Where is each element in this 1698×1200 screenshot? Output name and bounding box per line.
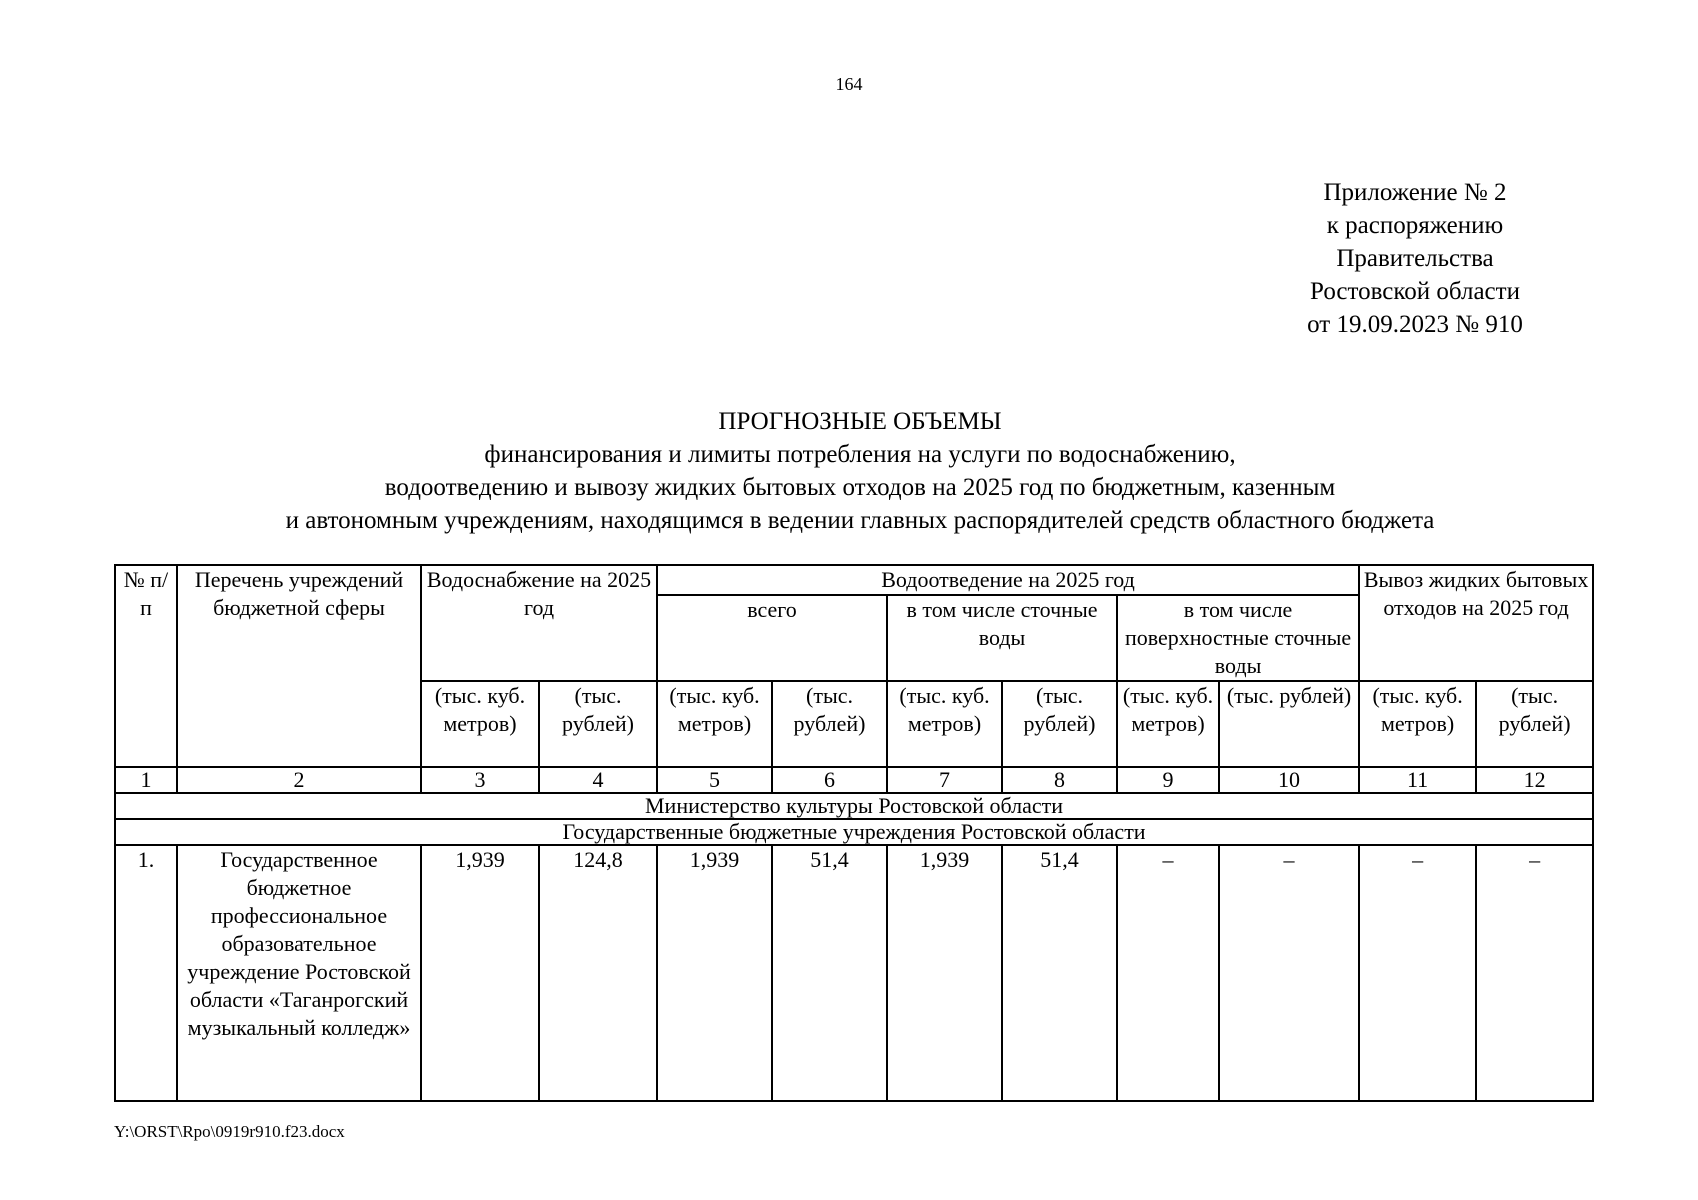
column-number: 12 [1476, 767, 1593, 793]
title-line: водоотведению и вывозу жидких бытовых отходов на 2025 год по бюджетным, казенным [384, 474, 1336, 501]
header-num: № п/п [115, 565, 177, 767]
unit-m3: (тыс. куб. метров) [421, 681, 539, 767]
institution-name: Государственное бюджетное профессиональное образовательное учреждение Ростовской области «Таганрогский музыкальный колледж» [177, 845, 421, 1101]
table-row [115, 845, 1593, 1101]
value-cell: – [1219, 845, 1359, 1101]
appendix-line: к распоряжению [1326, 212, 1504, 239]
appendix-line: Правительства [1336, 245, 1494, 272]
page-number: 164 [835, 74, 863, 94]
unit-rub: (тыс. рублей) [772, 681, 887, 767]
column-number: 9 [1117, 767, 1219, 793]
column-number: 3 [421, 767, 539, 793]
document-title [120, 405, 1600, 537]
header-name: Перечень учреждений бюджетной сферы [177, 565, 421, 767]
value-cell: 1,939 [657, 845, 772, 1101]
column-number: 1 [115, 767, 177, 793]
column-number: 11 [1359, 767, 1476, 793]
value-cell: – [1117, 845, 1219, 1101]
unit-rub: (тыс. рублей) [539, 681, 657, 767]
column-number: 7 [887, 767, 1002, 793]
value-cell: 51,4 [1002, 845, 1117, 1101]
header-drainage-sewage: в том числе сточные воды [887, 595, 1117, 681]
unit-m3: (тыс. куб. метров) [887, 681, 1002, 767]
appendix-line: от 19.09.2023 № 910 [1307, 311, 1523, 338]
appendix-line: Ростовской области [1310, 278, 1520, 305]
appendix-line: Приложение № 2 [1323, 179, 1507, 206]
title-line: и автономным учреждениям, находящимся в ведении главных распорядителей средств областного бюджета [285, 507, 1435, 534]
appendix-block [1250, 176, 1580, 341]
value-cell: 124,8 [539, 845, 657, 1101]
value-cell: 1,939 [421, 845, 539, 1101]
subgroup-row: Государственные бюджетные учреждения Ростовской области [115, 819, 1593, 845]
unit-rub: (тыс. рублей) [1002, 681, 1117, 767]
unit-m3: (тыс. куб. метров) [657, 681, 772, 767]
value-cell: 1,939 [887, 845, 1002, 1101]
column-number: 4 [539, 767, 657, 793]
value-cell: – [1476, 845, 1593, 1101]
ministry-row: Министерство культуры Ростовской области [115, 793, 1593, 819]
unit-m3: (тыс. куб. метров) [1117, 681, 1219, 767]
header-drainage-surface: в том числе поверхностные сточные воды [1117, 595, 1359, 681]
value-cell: – [1359, 845, 1476, 1101]
column-number: 6 [772, 767, 887, 793]
value-cell: 51,4 [772, 845, 887, 1101]
header-water-supply: Водоснабжение на 2025 год [421, 565, 657, 681]
forecast-table [114, 564, 1594, 1102]
unit-rub: (тыс. рублей) [1219, 681, 1359, 767]
row-number: 1. [115, 845, 177, 1101]
footer-file-path: Y:\ORST\Rpo\0919r910.f23.docx [114, 1122, 345, 1141]
column-number: 5 [657, 767, 772, 793]
title-line: финансирования и лимиты потребления на услуги по водоснабжению, [484, 441, 1236, 468]
header-drainage: Водоотведение на 2025 год [657, 565, 1359, 595]
unit-m3: (тыс. куб. метров) [1359, 681, 1476, 767]
column-number: 8 [1002, 767, 1117, 793]
title-heading: ПРОГНОЗНЫЕ ОБЪЕМЫ [718, 408, 1002, 435]
column-number: 10 [1219, 767, 1359, 793]
column-number: 2 [177, 767, 421, 793]
unit-rub: (тыс. рублей) [1476, 681, 1593, 767]
header-drainage-total: всего [657, 595, 887, 681]
header-waste: Вывоз жидких бытовых отходов на 2025 год [1359, 565, 1593, 681]
